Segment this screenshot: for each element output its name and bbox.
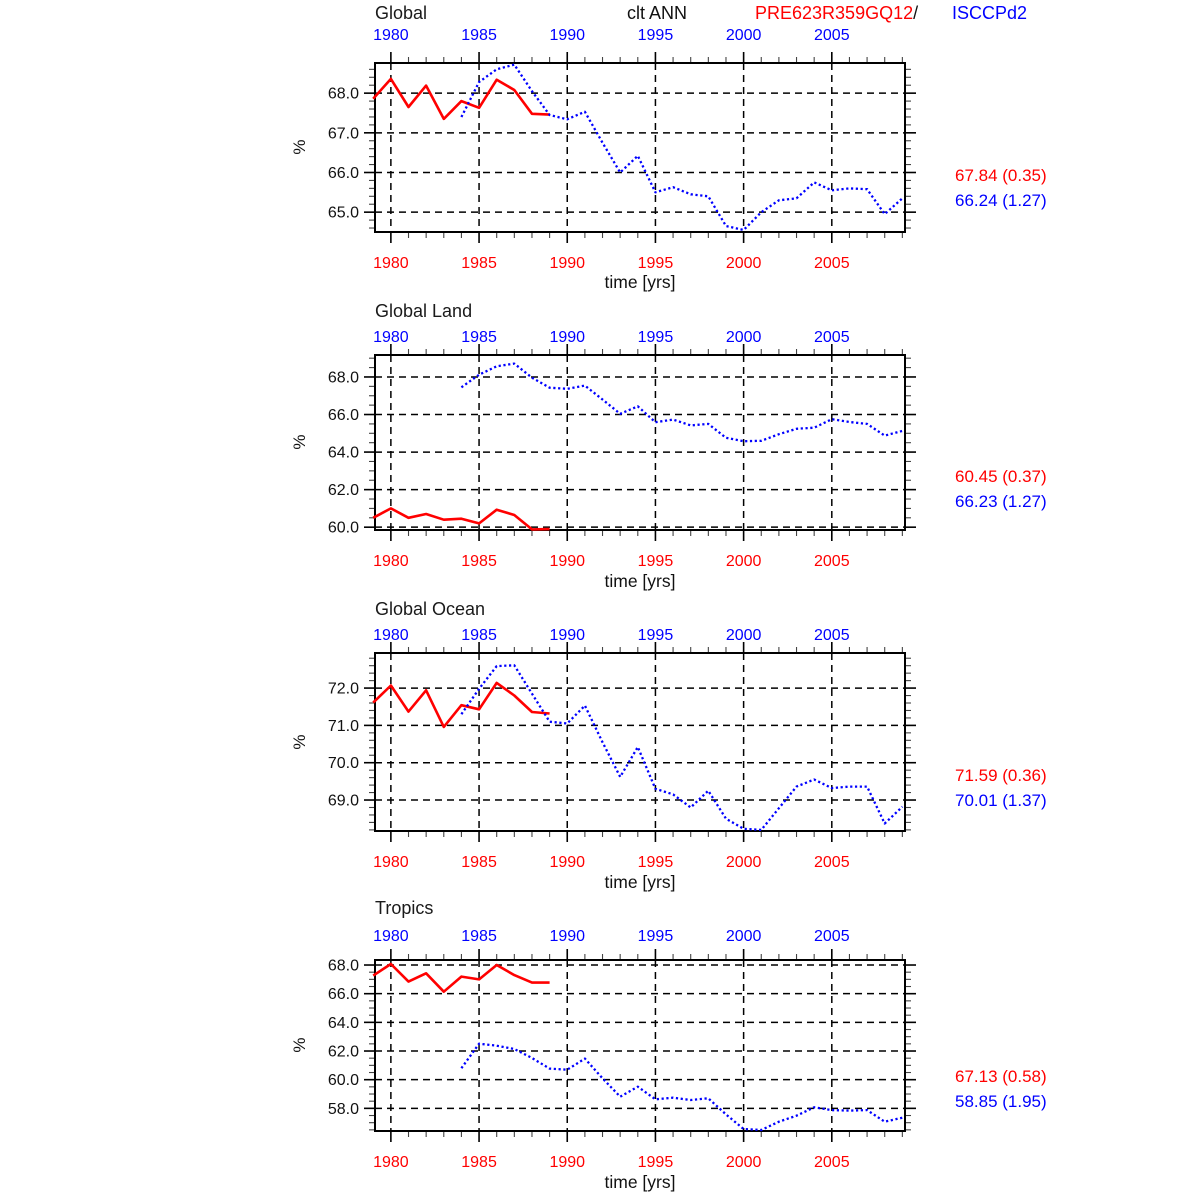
- y-axis-label-percent: %: [290, 1037, 309, 1053]
- chart-canvas-global: [0, 0, 1200, 300]
- svg-text:68.0: 68.0: [327, 369, 359, 387]
- svg-text:62.0: 62.0: [327, 482, 359, 500]
- svg-text:70.0: 70.0: [327, 755, 359, 773]
- y-axis-label-percent: %: [290, 139, 309, 155]
- svg-text:1990: 1990: [549, 854, 586, 871]
- legend-separator: /: [913, 3, 919, 23]
- svg-text:2005: 2005: [814, 627, 850, 644]
- svg-text:2005: 2005: [814, 928, 850, 945]
- panel-title-global: Global: [375, 3, 428, 23]
- stat-red-mean-global: 67.84 (0.35): [955, 166, 1047, 185]
- svg-text:2005: 2005: [814, 255, 850, 272]
- svg-text:2005: 2005: [814, 329, 850, 346]
- svg-text:2000: 2000: [725, 255, 762, 272]
- svg-text:2005: 2005: [814, 854, 850, 871]
- svg-text:2000: 2000: [725, 553, 762, 570]
- panel-title-tropics: Tropics: [375, 898, 434, 918]
- svg-text:68.0: 68.0: [327, 957, 359, 975]
- x-axis-label-time: time [yrs]: [604, 1172, 676, 1192]
- svg-text:1990: 1990: [549, 27, 586, 44]
- svg-text:1985: 1985: [461, 1154, 497, 1171]
- svg-text:1980: 1980: [373, 27, 409, 44]
- svg-text:66.0: 66.0: [327, 164, 359, 182]
- svg-text:1990: 1990: [549, 255, 586, 272]
- chart-canvas-global-ocean: [0, 600, 1200, 900]
- stat-blue-mean-global-ocean: 70.01 (1.37): [955, 791, 1047, 810]
- svg-text:1990: 1990: [549, 928, 586, 945]
- svg-text:2005: 2005: [814, 553, 850, 570]
- svg-text:66.0: 66.0: [327, 986, 359, 1004]
- svg-text:64.0: 64.0: [327, 1014, 359, 1032]
- svg-text:2000: 2000: [725, 1154, 762, 1171]
- svg-text:2000: 2000: [725, 627, 762, 644]
- svg-text:60.0: 60.0: [327, 519, 359, 537]
- svg-text:1985: 1985: [461, 255, 497, 272]
- svg-text:60.0: 60.0: [327, 1072, 359, 1090]
- svg-text:1995: 1995: [637, 627, 674, 644]
- svg-text:1985: 1985: [461, 928, 497, 945]
- svg-text:62.0: 62.0: [327, 1043, 359, 1061]
- svg-text:2005: 2005: [814, 27, 850, 44]
- svg-text:1980: 1980: [373, 255, 409, 272]
- svg-text:1980: 1980: [373, 928, 409, 945]
- svg-text:2000: 2000: [725, 928, 762, 945]
- svg-text:64.0: 64.0: [327, 444, 359, 462]
- svg-text:1995: 1995: [637, 329, 674, 346]
- svg-text:1990: 1990: [549, 1154, 586, 1171]
- x-axis-label-time: time [yrs]: [604, 872, 676, 892]
- stat-red-mean-global-land: 60.45 (0.37): [955, 467, 1047, 486]
- svg-text:1995: 1995: [637, 1154, 674, 1171]
- stat-red-mean-global-ocean: 71.59 (0.36): [955, 766, 1047, 785]
- svg-text:1995: 1995: [637, 27, 674, 44]
- svg-text:1980: 1980: [373, 627, 409, 644]
- svg-text:71.0: 71.0: [327, 717, 359, 735]
- svg-text:2000: 2000: [725, 854, 762, 871]
- y-axis-label-percent: %: [290, 734, 309, 750]
- stat-blue-mean-tropics: 58.85 (1.95): [955, 1092, 1047, 1111]
- chart-canvas-global-land: [0, 300, 1200, 600]
- svg-text:1990: 1990: [549, 553, 586, 570]
- svg-text:2000: 2000: [725, 329, 762, 346]
- legend-model-blue-label: ISCCPd2: [952, 3, 1028, 23]
- x-axis-label-time: time [yrs]: [604, 571, 676, 591]
- legend-model-red-label: PRE623R359GQ12: [755, 3, 914, 23]
- stat-blue-mean-global: 66.24 (1.27): [955, 191, 1047, 210]
- svg-text:65.0: 65.0: [327, 204, 359, 222]
- chart-canvas-tropics: [0, 900, 1200, 1200]
- svg-text:2005: 2005: [814, 1154, 850, 1171]
- svg-text:1985: 1985: [461, 329, 497, 346]
- panel-title-global-ocean: Global Ocean: [375, 599, 486, 619]
- panel-title-global-land: Global Land: [375, 301, 473, 321]
- variable-season-label: clt ANN: [627, 3, 688, 23]
- svg-text:1985: 1985: [461, 854, 497, 871]
- svg-text:1985: 1985: [461, 553, 497, 570]
- svg-text:1990: 1990: [549, 329, 586, 346]
- svg-text:1995: 1995: [637, 255, 674, 272]
- svg-text:1985: 1985: [461, 27, 497, 44]
- stat-blue-mean-global-land: 66.23 (1.27): [955, 492, 1047, 511]
- x-axis-label-time: time [yrs]: [604, 272, 676, 292]
- y-axis-label-percent: %: [290, 434, 309, 450]
- svg-text:1995: 1995: [637, 553, 674, 570]
- svg-text:1995: 1995: [637, 854, 674, 871]
- svg-text:1990: 1990: [549, 627, 586, 644]
- svg-text:1980: 1980: [373, 329, 409, 346]
- svg-text:2000: 2000: [725, 27, 762, 44]
- svg-text:67.0: 67.0: [327, 125, 359, 143]
- svg-text:72.0: 72.0: [327, 680, 359, 698]
- svg-text:66.0: 66.0: [327, 407, 359, 425]
- svg-text:1985: 1985: [461, 627, 497, 644]
- svg-text:1980: 1980: [373, 854, 409, 871]
- stat-red-mean-tropics: 67.13 (0.58): [955, 1067, 1047, 1086]
- svg-text:1980: 1980: [373, 1154, 409, 1171]
- svg-text:69.0: 69.0: [327, 792, 359, 810]
- svg-text:1980: 1980: [373, 553, 409, 570]
- svg-text:68.0: 68.0: [327, 85, 359, 103]
- svg-text:1995: 1995: [637, 928, 674, 945]
- svg-text:58.0: 58.0: [327, 1100, 359, 1118]
